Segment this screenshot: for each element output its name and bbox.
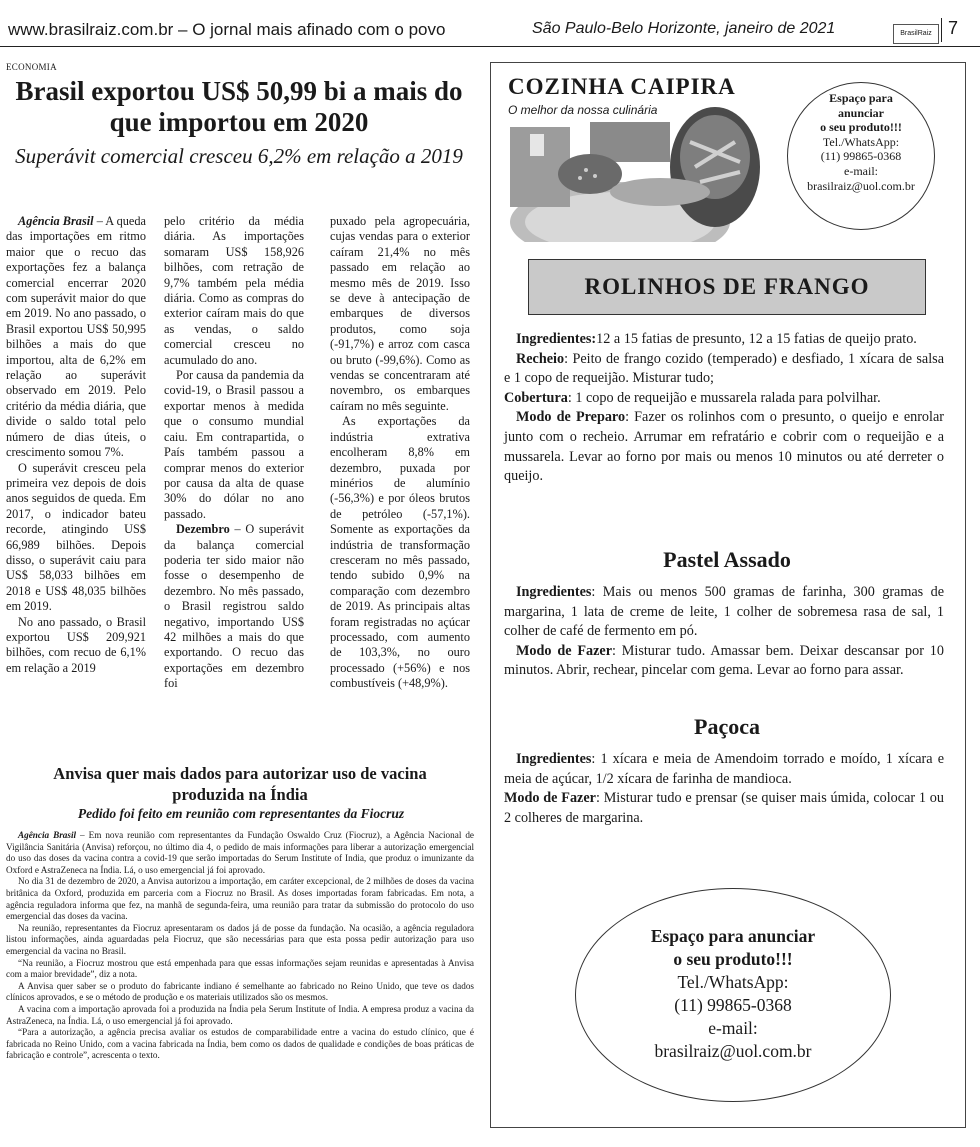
article-paragraph: A vacina com a importação aprovada foi a produzida na Índia pela Serum Institute of India. A empresa produz a vacina da AstraZeneca, na Índia. Lá, o uso emergencial já foi aprovado. xyxy=(6,1003,474,1026)
newspaper-logo: BrasilRaiz xyxy=(893,24,939,44)
ad-circle-small: Espaço para anunciar o seu produto!!! Tel./WhatsApp: (11) 99865-0368 e-mail: brasilraiz@uol.com.br xyxy=(787,82,935,230)
article2-byline: Agência Brasil xyxy=(18,830,77,840)
recipe2-title: Pastel Assado xyxy=(663,547,791,572)
article-paragraph: Agência Brasil – A queda das importações em ritmo maior que o recuo das exportações fez a balança comercial encerrar 2020 com superávit maior do que em 2019. No ano passado, o Brasil exportou US$ 50,995 bilhões a mais do que importou, alta de 6,2% em relação ao superávit observado em 2019. Pelo critério da média diária, que divide o saldo total pelo número de dias úteis, o crescimento somou 7%. xyxy=(6,214,147,460)
article-paragraph: O superávit cresceu pela primeira vez depois de dois anos seguidos de queda. Em 2017, o indicador bateu recorde, atingindo US$ 66,989 bilhões. Depois disso, o superávit caiu para US$ 58,033 bilhões em 2018 e US$ 48,035 bilhões em 2019. xyxy=(6,460,146,614)
header-edition-date: São Paulo-Belo Horizonte, janeiro de 2021 xyxy=(532,20,836,37)
page-number: 7 xyxy=(941,18,964,42)
section-label: ECONOMIA xyxy=(6,62,57,72)
article-column-1 xyxy=(6,214,146,676)
ad-email: brasilraiz@uol.com.br xyxy=(654,1041,812,1061)
article-paragraph: “Na reunião, a Fiocruz mostrou que está empenhada para que essas informações sejam reunidas e apresentadas à Anvisa com a maior brevidade”, diz a nota. xyxy=(6,957,474,980)
recipe1-title: ROLINHOS DE FRANGO xyxy=(528,259,926,315)
article-paragraph: “Para a autorização, a agência precisa avaliar os estudos de comparabilidade entre a vacina do estudo clínico, que é fabricada no Reino Unido, com a vacina fabricada na Índia, bem como os dados de qualidade e condições de boas práticas de fabricação e controle”, acrescenta o texto. xyxy=(6,1027,474,1061)
article-headline: Brasil exportou US$ 50,99 bi a mais do que importou em 2020 xyxy=(15,76,463,137)
article-column-3 xyxy=(330,214,470,692)
article-paragraph: A Anvisa quer saber se o produto do fabricante indiano é semelhante ao fabricado no Reino Unido, que teve os dados clínicos aprovados, e se o método de produção e os materiais utilizados são os mesmos. xyxy=(6,980,474,1003)
recipe3-body: Ingredientes: 1 xícara e meia de Amendoim torrado e moído, 1 xícara e meia de açúcar, 1/2 xícara de farinha de mandioca. Modo de Fazer: Misturar tudo e prensar (se quiser mais úmida, colocar 1 ou 2 colheres de margarina. xyxy=(504,751,944,826)
article-paragraph: Por causa da pandemia da covid-19, o Brasil passou a exportar menos à medida que o consumo mundial caiu. Em contrapartida, o País também passou a comprar menos do exterior por causa da alta de quase 30% do dólar no ano passado. xyxy=(164,368,304,521)
header-site-slogan: www.brasilraiz.com.br – O jornal mais afinado com o povo xyxy=(8,20,446,39)
article-byline: Agência Brasil xyxy=(18,214,94,228)
ad-circle-large: Espaço para anunciar o seu produto!!! Tel./WhatsApp: (11) 99865-0368 e-mail: brasilraiz@uol.com.br xyxy=(575,888,891,1102)
article-paragraph: No ano passado, o Brasil exportou US$ 209,921 bilhões, com recuo de 6,1% em relação a 2019 xyxy=(6,614,146,675)
recipe1-body: Ingredientes:12 a 15 fatias de presunto, 12 a 15 fatias de queijo prato. Recheio: Peito de frango cozido (temperado) e desfiado, 1 xícara de salsa e 1 copo de requeijão. Misturar tudo; Cobertura: 1 copo de requeijão e mussarela ralada para polvilhar. Modo de Preparo: Fazer os rolinhos com o presunto, o queijo e enrolar junto com o recheio. Arrumar em refratário e cobrir com o requeijão e a mussarela. Levar ao forno por mais ou menos 10 minutos ou até derreter o queijo. xyxy=(504,331,944,485)
ad-phone: (11) 99865-0368 xyxy=(820,149,902,164)
recipe3-title: Paçoca xyxy=(694,714,760,739)
ad-email: brasilraiz@uol.com.br xyxy=(807,178,915,193)
article-subheadline: Superávit comercial cresceu 6,2% em relação a 2019 xyxy=(15,144,463,168)
subsection-label: Dezembro xyxy=(176,522,230,537)
article2-body xyxy=(6,830,474,1062)
page-header xyxy=(0,0,980,47)
ad-phone: (11) 99865-0368 xyxy=(674,995,792,1015)
article-paragraph: No dia 31 de dezembro de 2020, a Anvisa autorizou a importação, em caráter excepcional, de 2 milhões de doses da vacina britânica da Oxford, produzida em parceria com a Fiocruz no Brasil. As doses importadas foram fabricadas. Em nota, a agência reguladora informa que fez, na manhã de segunda-feira, uma reunião para tratar da submissão do protocolo do uso emergencial das doses da vacina. xyxy=(6,876,474,922)
article-paragraph: pelo critério da média diária. As importações somaram US$ 158,926 bilhões, com retração de 9,7% também pela média diária. Como as compras do exterior caíram mais do que as vendas, o saldo comercial cresceu no acumulado do ano. xyxy=(164,214,304,367)
article-paragraph: Na reunião, representantes da Fiocruz apresentaram os dados já de posse da fundação. Na ocasião, a agência reguladora listou informações, ainda aguardadas pela Fiocruz, que são necessárias para que esta possa pedir autorização para uso emergencial da vacina no Brasil. xyxy=(6,922,474,956)
recipe2-body: Ingredientes: Mais ou menos 500 gramas de farinha, 300 gramas de margarina, 1 lata de creme de leite, 1 colher de sobremesa rasa de sal, 1 colher de café de fermento em pó. Modo de Fazer: Misturar tudo. Amassar bem. Deixar descansar por 10 minutos. Abrir, rechear, pincelar com gema. Levar ao forno para assar. xyxy=(504,584,944,679)
article2-headline: Anvisa quer mais dados para autorizar uso de vacina produzida na Índia xyxy=(53,764,427,804)
article-paragraph: Dezembro – O superávit da balança comercial poderia ter sido maior não fosse o desempenho de dezembro. No mês passado, o Brasil registrou saldo negativo, importando US$ 42 milhões a mais do que exportando. O recuo das exportações em dezembro foi xyxy=(164,522,304,691)
article2-subheadline: Pedido foi feito em reunião com representantes da Fiocruz xyxy=(77,806,405,821)
cooking-section-title: COZINHA CAIPIRA xyxy=(508,74,736,99)
article-paragraph: As exportações da indústria extrativa encolheram 8,8% em dezembro, puxada por minérios de alumínio (-56,3%) e por óleos brutos de petróleo (-57,1%). Somente as exportações da indústria de transformação cresceram no mês passado, tendo subido 0,9% na comparação com dezembro de 2019. As principais altas foram registradas no açúcar processado, com aumento de 103,3%, no ouro processado (+56%) e nos combustíveis (+48,9%). xyxy=(330,414,470,691)
article-paragraph: Agência Brasil – Em nova reunião com representantes da Fundação Oswaldo Cruz (Fiocruz), a Agência Nacional de Vigilância Sanitária (Anvisa) reforçou, no último dia 4, o pedido de mais informações para liberar a autorização emergencial do uso das doses da vacina contra a covid-19 que serão importadas do Serum Institute of India, que produz o imunizante da Oxford e AstraZeneca na Índia. Lá, o uso emergencial já foi aprovado. xyxy=(6,830,475,875)
article-paragraph: puxado pela agropecuária, cujas vendas para o exterior caíram 21,4% no mês passado em relação ao mesmo mês de 2019. Isso se deve à antecipação de embarques de diversos produtos, como soja (-91,7%) e arroz com casca ou bruto (-99,6%). Como as vendas se concentraram até novembro, os embarques caíram no mês seguinte. xyxy=(330,214,470,413)
cooking-section-subtitle: O melhor da nossa culinária xyxy=(508,103,658,117)
article-column-2 xyxy=(164,214,304,692)
